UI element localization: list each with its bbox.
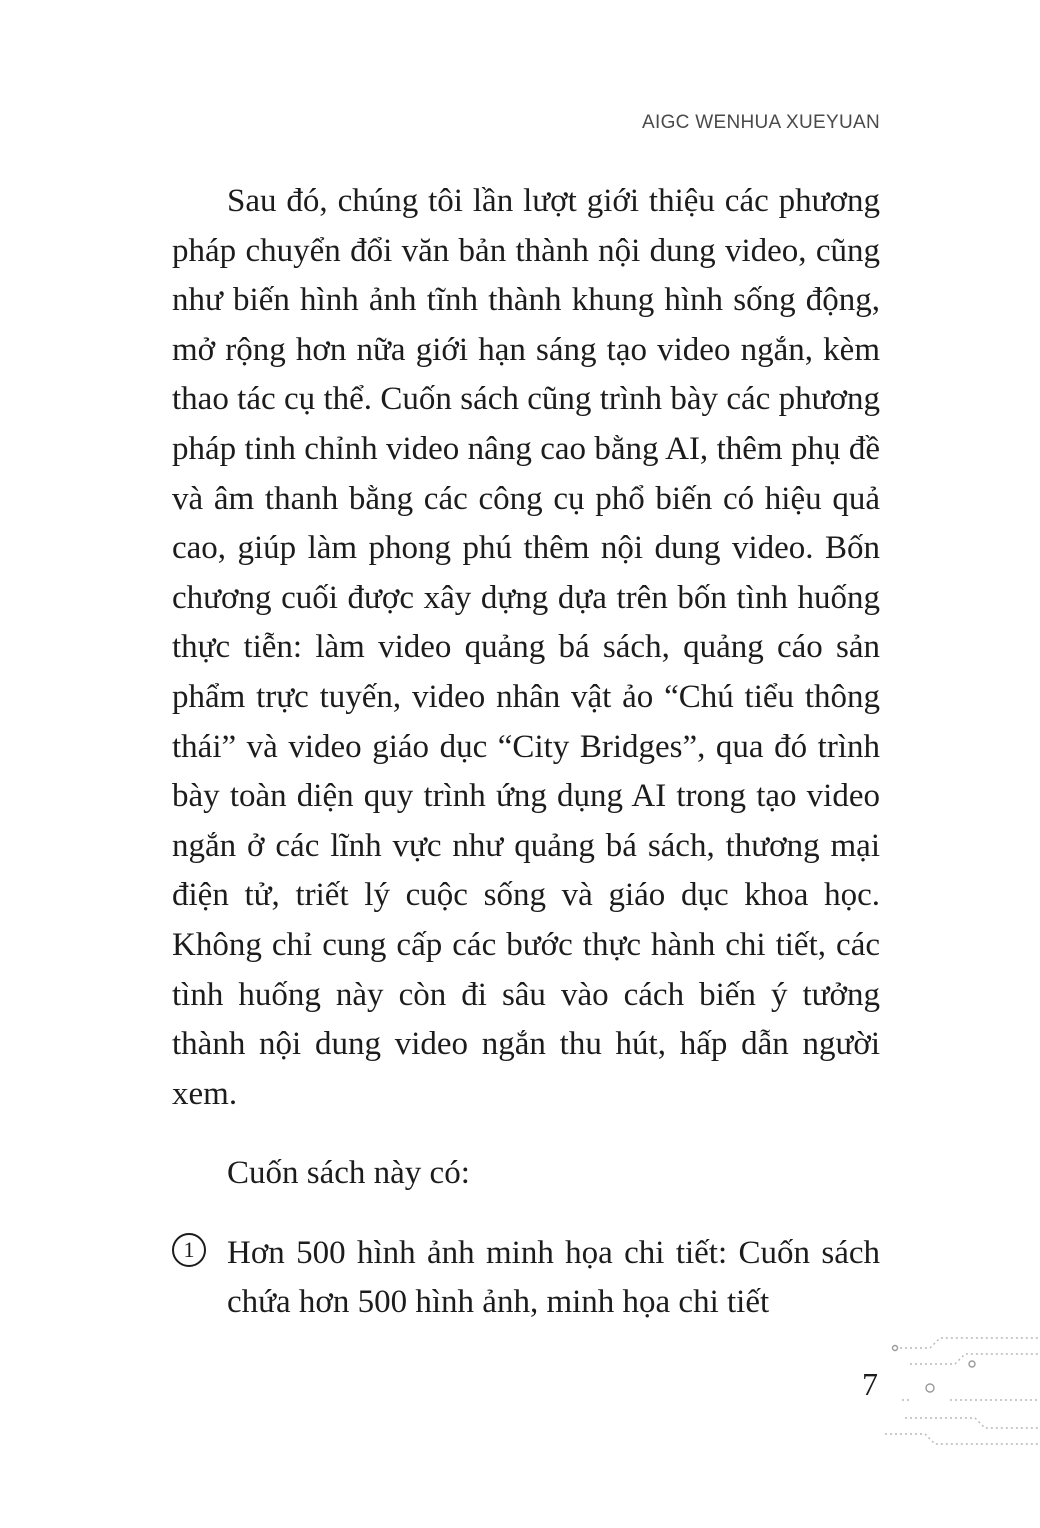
page-body (172, 177, 880, 1328)
page-number: 7 (862, 1366, 878, 1402)
circuit-lines-icon (880, 1330, 1040, 1450)
list-item-text: Hơn 500 hình ảnh minh họa chi tiết: Cuốn sách chứa hơn 500 hình ảnh, minh họa chi tiết (227, 1234, 880, 1321)
body-paragraph: Sau đó, chúng tôi lần lượt giới thiệu các phương pháp chuyển đổi văn bản thành nội dung video, cũng như biến hình ảnh tĩnh thành khung hình sống động, mở rộng hơn nữa giới hạn sáng tạo video ngắn, kèm thao tác cụ thể. Cuốn sách cũng trình bày các phương pháp tinh chỉnh video nâng cao bằng AI, thêm phụ đề và âm thanh bằng các công cụ phổ biến có hiệu quả cao, giúp làm phong phú thêm nội dung video. Bốn chương cuối được xây dựng dựa trên bốn tình huống thực tiễn: làm video quảng bá sách, quảng cáo sản phẩm trực tuyến, video nhân vật ảo “Chú tiểu thông thái” và video giáo dục “City Bridges”, qua đó trình bày toàn diện quy trình ứng dụng AI trong tạo video ngắn ở các lĩnh vực như quảng bá sách, thương mại điện tử, triết lý cuộc sống và giáo dục khoa học. Không chỉ cung cấp các bước thực hành chi tiết, các tình huống này còn đi sâu vào cách biến ý tưởng thành nội dung video ngắn thu hút, hấp dẫn người xem. (172, 183, 880, 1112)
circled-number: 1 (172, 1233, 206, 1267)
list-item (172, 1199, 880, 1328)
list-intro: Cuốn sách này có: (227, 1155, 470, 1192)
running-header: AIGC WENHUA XUEYUAN (642, 112, 880, 133)
